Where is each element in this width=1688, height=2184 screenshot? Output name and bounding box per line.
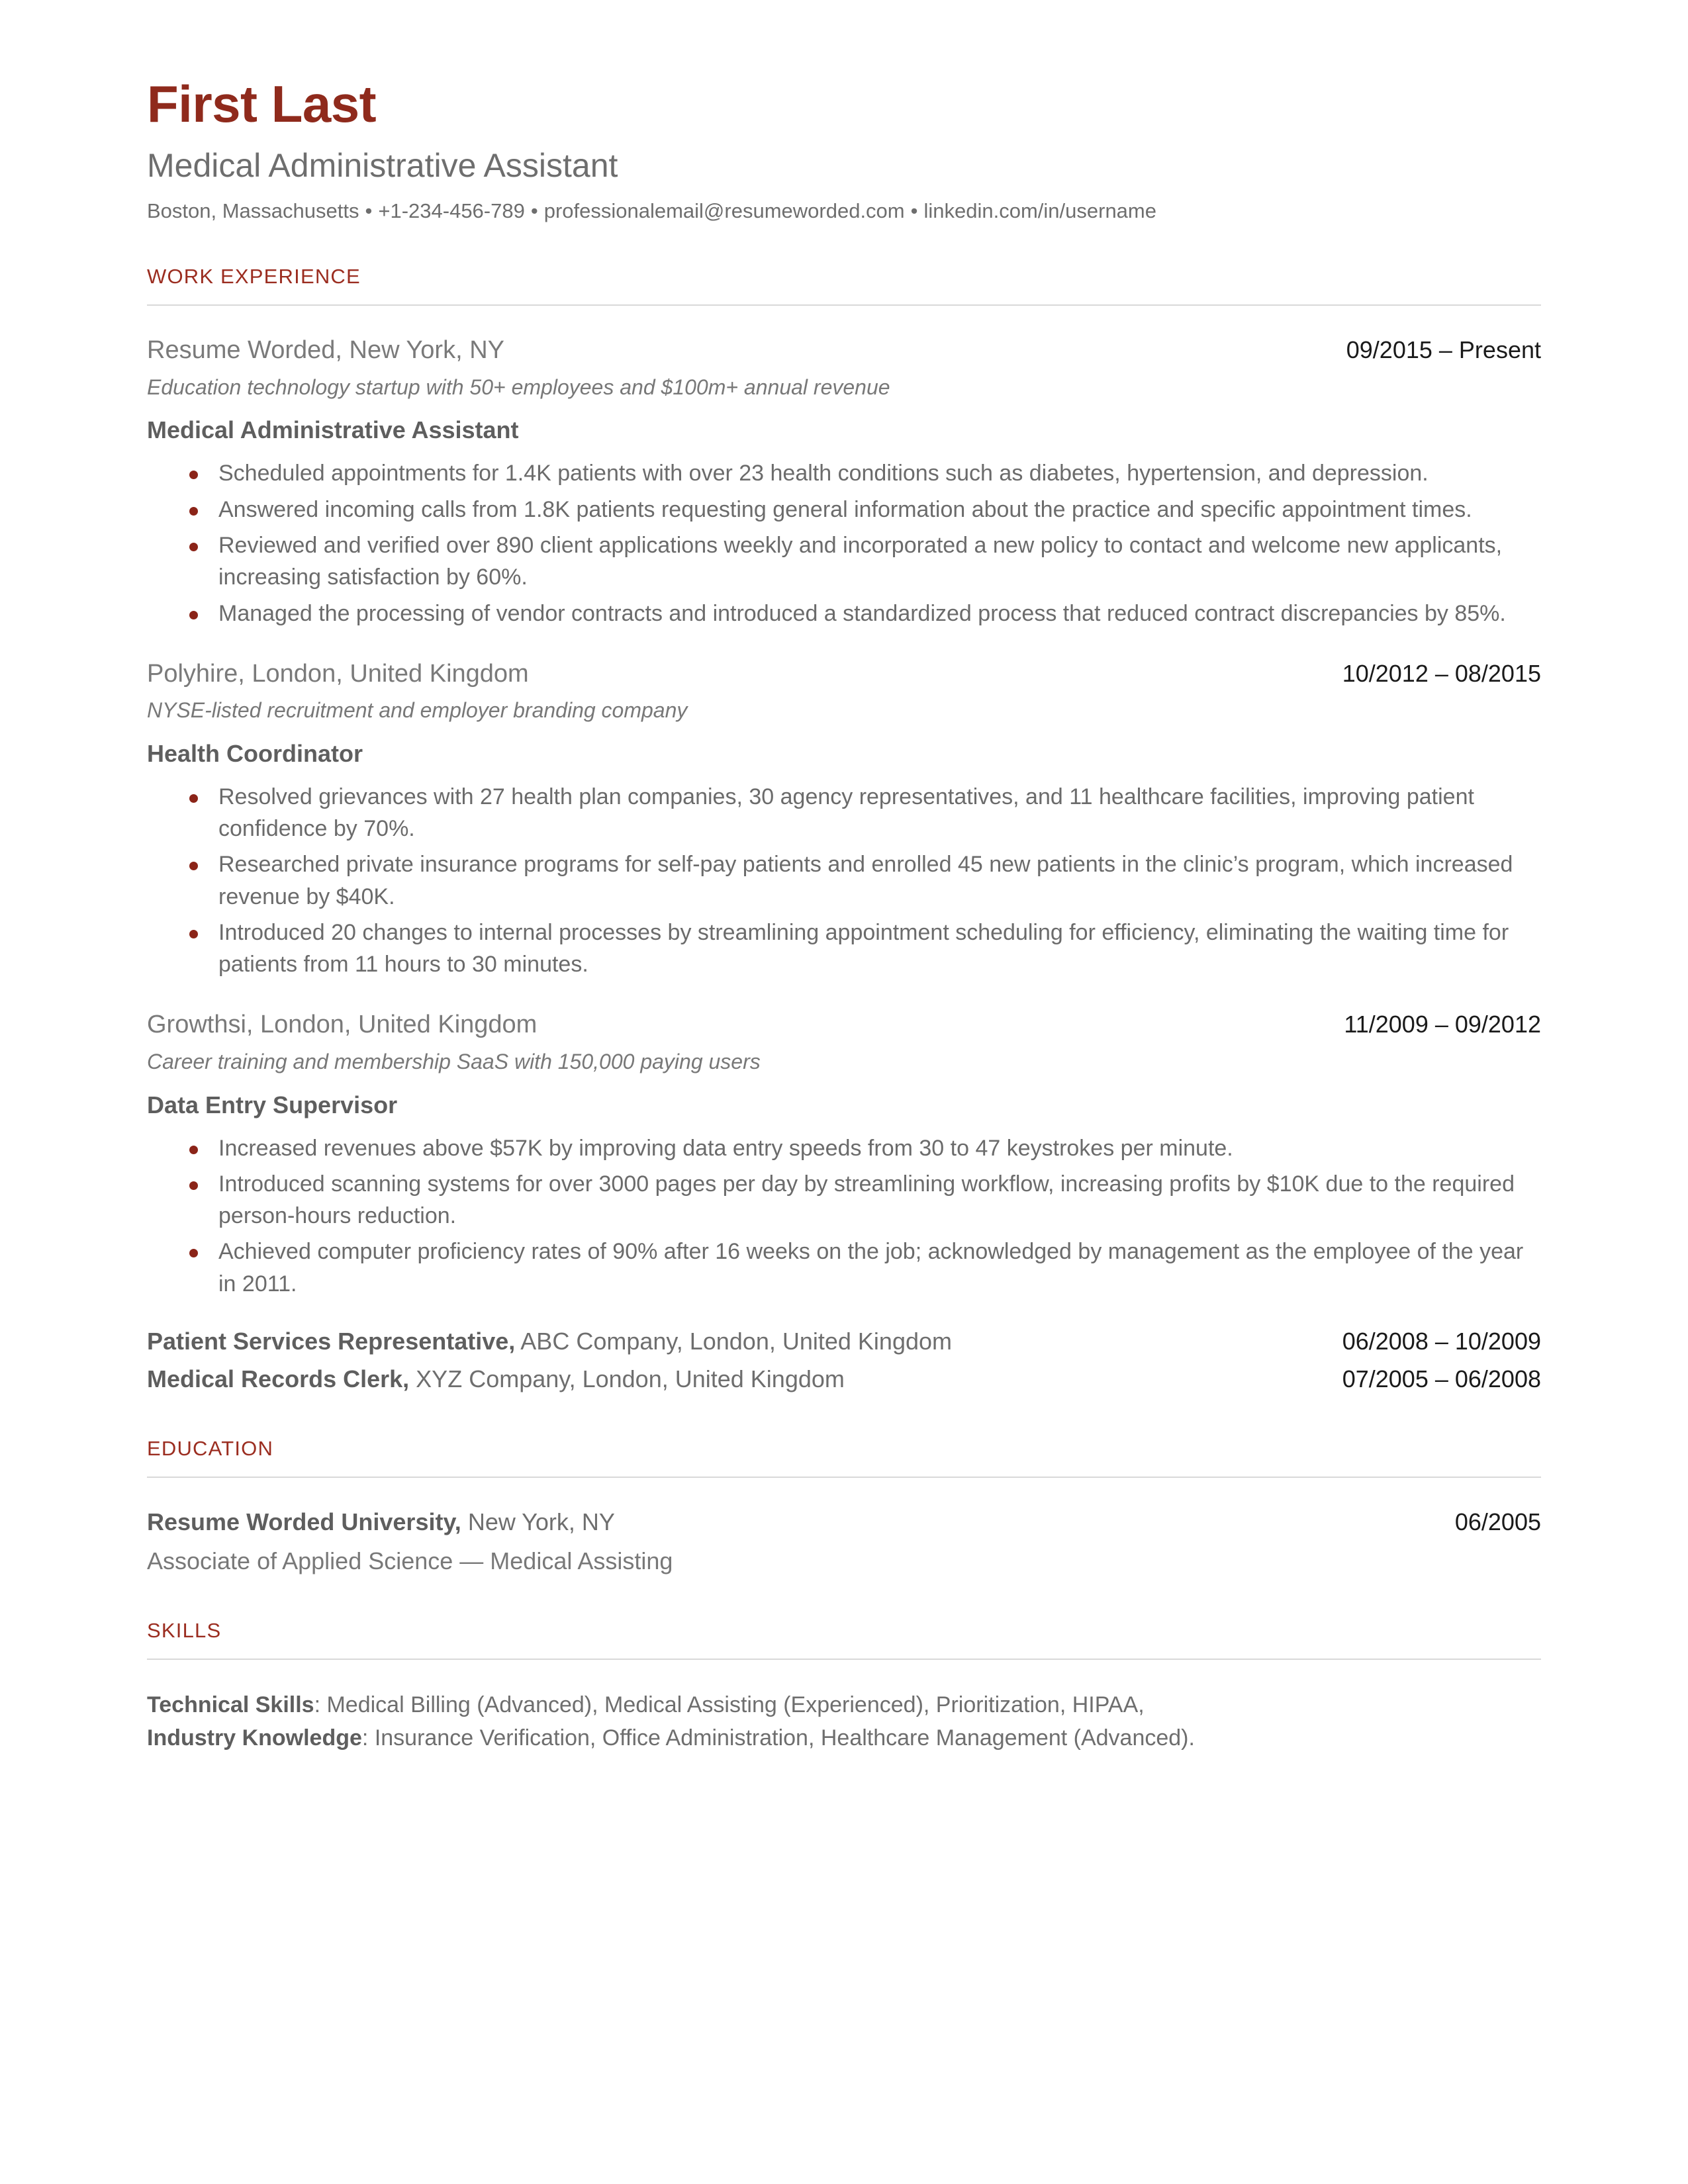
work-entry-bullets <box>147 457 1541 629</box>
bullet-marker-icon <box>189 1181 198 1190</box>
candidate-name: First Last <box>147 75 377 133</box>
contact-separator-icon: • <box>365 199 373 222</box>
education-school <box>147 1507 615 1538</box>
compact-role-dates: 07/2005 – 06/2008 <box>1342 1365 1541 1392</box>
section-heading-education: EDUCATION <box>147 1436 274 1460</box>
work-entry <box>147 335 1541 629</box>
bullet-text: Introduced scanning systems for over 3000 pages per day by streamlining workflow, increasing profits by $10K due to the required person-hours reduction. <box>218 1171 1515 1229</box>
bullet-marker-icon <box>189 1249 198 1257</box>
bullet-text: Scheduled appointments for 1.4K patients with over 23 health conditions such as diabetes, hypertension, and depression. <box>218 461 1429 486</box>
compact-roles-list <box>147 1326 1541 1395</box>
bullet-marker-icon <box>189 1146 198 1154</box>
compact-role-row <box>147 1364 1541 1395</box>
work-entry-dates: 09/2015 – Present <box>1346 336 1541 364</box>
education-entry <box>147 1507 1541 1578</box>
skill-category-label: Industry Knowledge <box>147 1725 362 1751</box>
compact-role-title <box>147 1364 845 1395</box>
section-divider <box>147 1659 1541 1660</box>
work-entry-description: Career training and membership SaaS with 150,000 paying users <box>147 1049 761 1073</box>
work-entry-organization: Resume Worded, New York, NY <box>147 336 504 365</box>
skill-line <box>147 1722 1541 1754</box>
bullet-item <box>147 781 1541 845</box>
contact-separator-icon: • <box>530 199 538 222</box>
bullet-item <box>147 917 1541 981</box>
bullet-text: Reviewed and verified over 890 client applications weekly and incorporated a new policy to contact and welcome new applicants, increasing satisfaction by 60%. <box>218 533 1503 590</box>
resume-header <box>147 75 1541 223</box>
bullet-item <box>147 494 1541 525</box>
work-entry-dates: 10/2012 – 08/2015 <box>1342 659 1541 687</box>
section-education <box>147 1436 1541 1578</box>
contact-phone[interactable]: +1-234-456-789 <box>378 199 525 222</box>
skill-values: : Medical Billing (Advanced), Medical Assisting (Experienced), Prioritization, HIPAA, <box>314 1692 1145 1718</box>
contact-linkedin[interactable]: linkedin.com/in/username <box>923 199 1156 222</box>
skill-line <box>147 1689 1541 1721</box>
work-entry-role: Medical Administrative Assistant <box>147 416 519 444</box>
bullet-item <box>147 457 1541 489</box>
work-entry-header <box>147 659 1541 690</box>
bullet-item <box>147 598 1541 629</box>
section-heading-work: WORK EXPERIENCE <box>147 265 361 289</box>
compact-role-title <box>147 1326 952 1357</box>
bullet-marker-icon <box>189 862 198 870</box>
bullet-text: Resolved grievances with 27 health plan companies, 30 agency representatives, and 11 healthcare facilities, improving patient confidence by 70%. <box>218 784 1474 842</box>
work-entry-dates: 11/2009 – 09/2012 <box>1344 1011 1541 1038</box>
contact-email[interactable]: professionalemail@resumeworded.com <box>543 199 905 222</box>
education-school-location: New York, NY <box>461 1508 615 1535</box>
work-entry-role: Data Entry Supervisor <box>147 1091 398 1118</box>
bullet-item <box>147 1168 1541 1232</box>
bullet-item <box>147 848 1541 913</box>
skill-values: : Insurance Verification, Office Administration, Healthcare Management (Advanced). <box>361 1725 1195 1751</box>
contact-line <box>147 199 1541 223</box>
bullet-text: Managed the processing of vendor contracts and introduced a standardized process that reduced contract discrepancies by 85%. <box>218 600 1506 626</box>
bullet-marker-icon <box>189 471 198 479</box>
bullet-text: Introduced 20 changes to internal processes by streamlining appointment scheduling for efficiency, eliminating the waiting time for patients from 11 hours to 30 minutes. <box>218 919 1509 978</box>
candidate-headline: Medical Administrative Assistant <box>147 147 618 184</box>
section-work-experience <box>147 264 1541 1394</box>
work-entry-description: NYSE-listed recruitment and employer branding company <box>147 698 688 723</box>
work-entry-bullets <box>147 781 1541 981</box>
work-entry <box>147 659 1541 981</box>
compact-role-row <box>147 1326 1541 1357</box>
education-degree: Associate of Applied Science — Medical Assisting <box>147 1547 673 1575</box>
bullet-text: Researched private insurance programs for self-pay patients and enrolled 45 new patients in the clinic’s program, which increased revenue by $40K. <box>218 852 1513 909</box>
section-divider <box>147 1477 1541 1478</box>
compact-role-company: ABC Company, London, United Kingdom <box>515 1327 953 1355</box>
work-entry-organization: Growthsi, London, United Kingdom <box>147 1011 538 1039</box>
compact-role-name: Medical Records Clerk, <box>147 1365 410 1392</box>
work-entry <box>147 1009 1541 1299</box>
bullet-item <box>147 529 1541 594</box>
section-divider <box>147 304 1541 306</box>
work-entry-description: Education technology startup with 50+ employees and $100m+ annual revenue <box>147 375 890 399</box>
bullet-marker-icon <box>189 507 198 516</box>
work-entry-header <box>147 335 1541 367</box>
work-entry-role: Health Coordinator <box>147 739 363 767</box>
bullet-item <box>147 1236 1541 1300</box>
bullet-marker-icon <box>189 543 198 551</box>
bullet-text: Answered incoming calls from 1.8K patients requesting general information about the practice and specific appointment times. <box>218 496 1472 522</box>
education-dates: 06/2005 <box>1454 1508 1541 1535</box>
compact-role-company: XYZ Company, London, United Kingdom <box>409 1365 845 1392</box>
education-school-name: Resume Worded University, <box>147 1508 461 1535</box>
bullet-marker-icon <box>189 794 198 803</box>
skill-category-label: Technical Skills <box>147 1692 314 1718</box>
section-heading-skills: SKILLS <box>147 1619 222 1643</box>
compact-role-name: Patient Services Representative, <box>147 1327 516 1355</box>
work-entry-header <box>147 1009 1541 1041</box>
work-entry-organization: Polyhire, London, United Kingdom <box>147 659 529 688</box>
work-entry-bullets <box>147 1132 1541 1300</box>
bullet-text: Increased revenues above $57K by improving data entry speeds from 30 to 47 keystrokes per minute. <box>218 1135 1233 1161</box>
skills-list <box>147 1689 1541 1754</box>
contact-separator-icon: • <box>910 199 918 222</box>
bullet-item <box>147 1132 1541 1164</box>
bullet-marker-icon <box>189 611 198 619</box>
compact-role-dates: 06/2008 – 10/2009 <box>1342 1327 1541 1355</box>
section-skills <box>147 1618 1541 1754</box>
education-entry-header <box>147 1507 1541 1538</box>
contact-location: Boston, Massachusetts <box>147 199 359 222</box>
bullet-text: Achieved computer proficiency rates of 90% after 16 weeks on the job; acknowledged by management as the employee of the year in 2011. <box>218 1239 1524 1297</box>
bullet-marker-icon <box>189 930 198 938</box>
